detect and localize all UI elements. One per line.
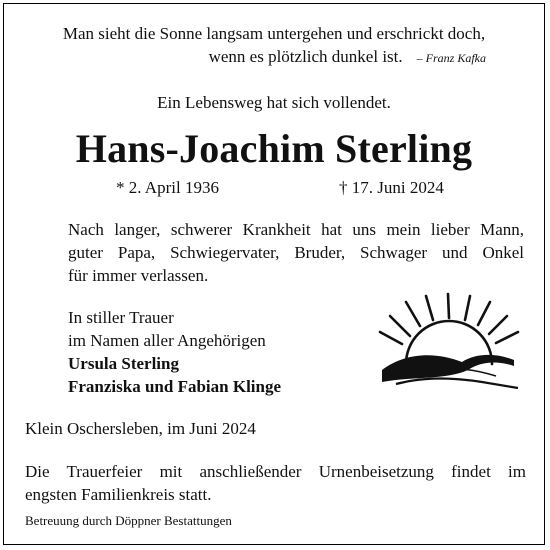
intro-text: Ein Lebensweg hat sich vollendet. [157,93,391,112]
mourners-line-2: im Namen aller Angehörigen [68,331,266,350]
place-date: Klein Oschersleben, im Juni 2024 [25,419,256,438]
message-line-2: guter Papa, Schwiegervater, Bruder, Schwager und Onkel [68,243,524,262]
quote-author: – Franz Kafka [416,51,486,65]
quote-line-2-wrap [209,48,486,65]
birth-date: * 2. April 1936 [116,178,219,197]
quote-line-2: wenn es plötzlich dunkel ist. [208,47,403,66]
deceased-name: Hans-Joachim Sterling [75,126,473,171]
mourner-name-2: Franziska und Fabian Klinge [68,377,282,396]
quote-line-1: Man sieht die Sonne langsam untergehen und erschrickt doch, [62,24,486,43]
mourner-name-1: Ursula Sterling [68,354,179,373]
death-date: † 17. Juni 2024 [339,178,444,197]
funeral-line-1: Die Trauerfeier mit anschließender Urnenbeisetzung findet im [25,462,526,481]
obituary-card [3,3,545,545]
funeral-line-2: engsten Familienkreis statt. [25,485,212,504]
undertaker-credit: Betreuung durch Döppner Bestattungen [25,513,232,528]
message-line-1: Nach langer, schwerer Krankheit hat uns mein lieber Mann, [68,220,524,239]
mourners-line-1: In stiller Trauer [68,308,174,327]
sunset-icon [376,292,520,392]
message-line-3: für immer verlassen. [68,266,209,285]
